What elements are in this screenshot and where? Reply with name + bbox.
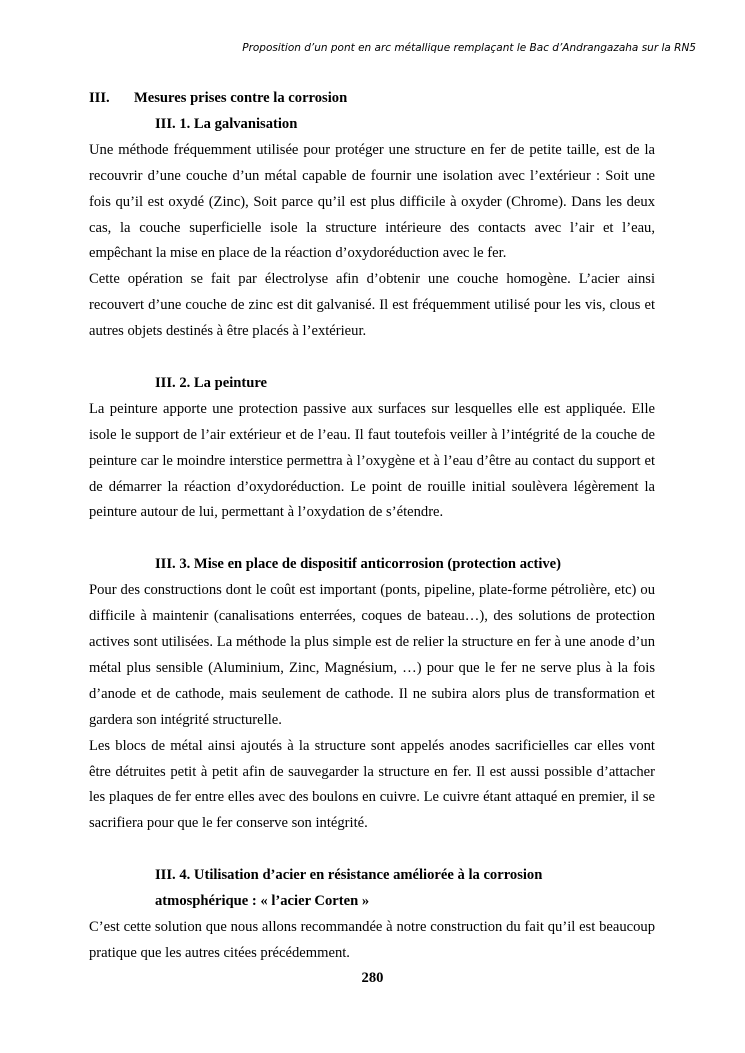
section-title: Mesures prises contre la corrosion xyxy=(134,90,348,106)
subsection-heading-corten-line2: atmosphérique : « l’acier Corten » xyxy=(155,893,370,910)
subsection-heading-anticorrosion: III. 3. Mise en place de dispositif anticorrosion (protection active) xyxy=(155,556,562,573)
section-number: III. xyxy=(89,90,110,106)
paragraph: Une méthode fréquemment utilisée pour protéger une structure en fer de petite taille, est de la recouvrir d’une couche d’un métal capable de fournir une isolation avec l’extérieur : Soit une fois qu’il est oxydé (Zinc), Soit parce qu’il est plus difficile à oxyder (Chrome). Dans les deux cas, la couche superficielle isole la structure intérieure des contacts avec l’air et l’eau, empêchant la mise en place de la réaction d’oxydoréduction avec le fer. xyxy=(89,141,655,262)
subsection-heading-galvanisation: III. 1. La galvanisation xyxy=(155,115,298,132)
running-header: Proposition d’un pont en arc métallique remplaçant le Bac d’Andrangazaha sur la RN5 xyxy=(242,42,696,54)
paragraph: Cette opération se fait par électrolyse afin d’obtenir une couche homogène. L’acier ainsi recouvert d’une couche de zinc est dit galvanisé. Il est fréquemment utilisé pour les vis, clous et autres objets destinés à être placés à l’extérieur. xyxy=(89,271,655,340)
paragraph: Pour des constructions dont le coût est important (ponts, pipeline, plate-forme pétrolière, etc) ou difficile à maintenir (canalisations enterrées, coques de bateau…), des solutions de protection actives sont utilisées. La méthode la plus simple est de relier la structure en fer à une anode d’un métal plus sensible (Aluminium, Zinc, Magnésium, …) pour que le fer ne serve plus à la fois d’anode et de cathode, mais seulement de cathode. Il ne subira alors plus de transformation et gardera son intégrité structurelle. xyxy=(89,582,655,728)
paragraph: Les blocs de métal ainsi ajoutés à la structure sont appelés anodes sacrificielles car elles vont être détruites petit à petit afin de sauvegarder la structure en fer. Il est aussi possible d’attacher les plaques de fer entre elles avec des boulons en cuivre. Le cuivre étant attaqué en premier, il se sacrifiera pour que le fer conserve son intégrité. xyxy=(89,737,655,832)
subsection-heading-corten: III. 4. Utilisation d’acier en résistance améliorée à la corrosion xyxy=(155,867,543,884)
subsection-heading-peinture: III. 2. La peinture xyxy=(155,374,268,391)
page-number: 280 xyxy=(361,970,384,986)
document-body xyxy=(89,86,655,967)
paragraph: C’est cette solution que nous allons recommandée à notre construction du fait qu’il est beaucoup pratique que les autres citées précédemment. xyxy=(89,918,655,961)
paragraph: La peinture apporte une protection passive aux surfaces sur lesquelles elle est appliquée. Elle isole le support de l’air extérieur et de l’eau. Il faut toutefois veiller à l’intégrité de la couche de peinture car le moindre interstice permettra à l’oxygène et à l’eau d’être au contact du support et de démarrer la réaction d’oxydoréduction. Le point de rouille initial soulèvera légèrement la peinture autour de lui, permettant à l’oxydation de s’étendre. xyxy=(89,400,655,521)
section-heading xyxy=(89,86,655,112)
